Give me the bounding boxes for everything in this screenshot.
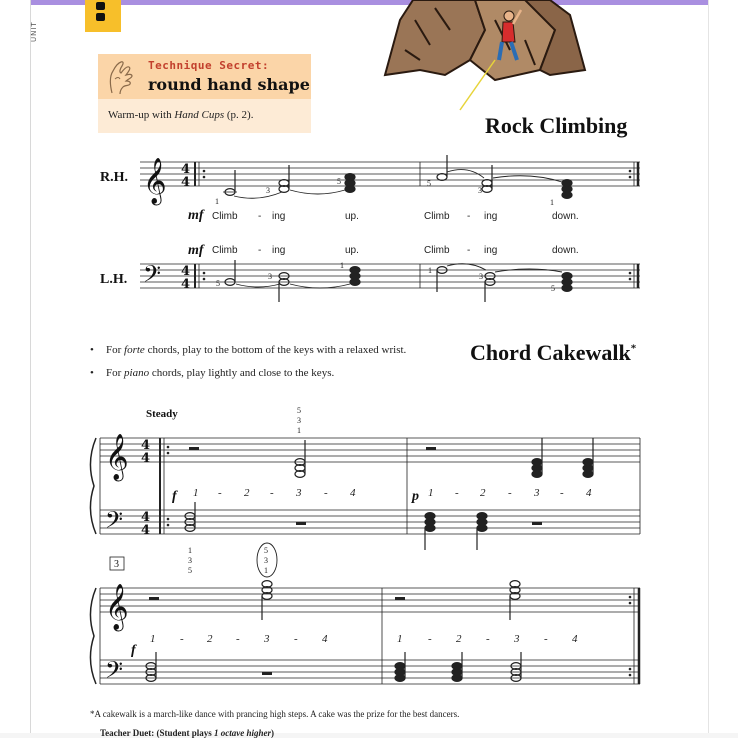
lh-label: L.H.: [100, 272, 128, 287]
lyric: Climb: [212, 245, 238, 256]
finger-number: 5: [188, 566, 192, 575]
treble-clef-icon: 𝄞: [143, 158, 167, 204]
note: [350, 279, 360, 286]
lyric: -: [258, 211, 262, 222]
count: -: [218, 487, 222, 499]
count: 2: [480, 487, 486, 499]
measure-number: 3: [114, 559, 119, 570]
technique-label: Technique Secret:: [148, 59, 270, 72]
finger-number: 3: [264, 556, 268, 565]
finger-number: 5: [297, 406, 301, 415]
count: 1: [397, 633, 403, 645]
time-signature-bottom: 4: [181, 175, 191, 190]
note: [532, 471, 542, 478]
dynamic-forte: f: [131, 643, 136, 658]
lyric: ing: [272, 245, 286, 256]
finger-number: 5: [264, 546, 268, 555]
time-signature-top: 4: [181, 264, 191, 279]
lyric: -: [258, 245, 262, 256]
time-signature-bottom: 4: [141, 523, 151, 538]
half-rest: [296, 522, 306, 525]
dynamic-mf: mf: [188, 243, 204, 258]
lyric: -: [467, 211, 471, 222]
bass-clef-icon: 𝄢: [105, 506, 124, 539]
count: 3: [264, 633, 270, 645]
note: [437, 174, 447, 181]
time-signature-top: 4: [141, 510, 151, 525]
count: -: [428, 633, 432, 645]
finger-number: 3: [266, 186, 270, 195]
count: -: [560, 487, 564, 499]
count: 2: [207, 633, 213, 645]
half-rest: [532, 522, 542, 525]
lyric: -: [467, 245, 471, 256]
bass-clef-icon: 𝄢: [143, 260, 162, 293]
finger-number: 3: [297, 416, 301, 425]
finger-number: 5: [551, 284, 555, 293]
count: -: [270, 487, 274, 499]
finger-number: 5: [337, 177, 341, 186]
count: -: [294, 633, 298, 645]
count: 3: [296, 487, 302, 499]
note: [477, 525, 487, 532]
count: -: [508, 487, 512, 499]
lyric: Climb: [212, 211, 238, 222]
count: 4: [572, 633, 578, 645]
count: 2: [456, 633, 462, 645]
time-signature-top: 4: [181, 162, 191, 177]
count: 4: [586, 487, 592, 499]
count: -: [486, 633, 490, 645]
finger-number: 3: [268, 272, 272, 281]
lyric: ing: [272, 211, 286, 222]
count: 3: [534, 487, 540, 499]
dynamic-piano: p: [412, 489, 419, 504]
count: -: [455, 487, 459, 499]
finger-number: 1: [340, 261, 344, 270]
teacher-duet-line: Teacher Duet: (Student plays 1 octave higher): [100, 728, 275, 738]
time-signature-bottom: 4: [141, 451, 151, 466]
lyric: Climb: [424, 245, 450, 256]
bass-clef-icon: 𝄢: [105, 656, 124, 689]
finger-number: 5: [216, 279, 220, 288]
lyric: ing: [484, 211, 498, 222]
note: [395, 675, 405, 682]
piece-title-rock-climbing: Rock Climbing: [485, 113, 628, 138]
count: -: [180, 633, 184, 645]
tempo-marking: Steady: [146, 408, 178, 420]
lh-notes: [225, 260, 572, 302]
treble-clef-icon: 𝄞: [105, 584, 129, 630]
half-rest: [262, 672, 272, 675]
finger-number: 3: [478, 186, 482, 195]
count: -: [544, 633, 548, 645]
finger-number: 3: [188, 556, 192, 565]
lyric: ing: [484, 245, 498, 256]
count: 1: [150, 633, 156, 645]
finger-number: 1: [215, 197, 219, 206]
warmup-text: Warm-up with Hand Cups (p. 2).: [108, 109, 254, 121]
instruction-item: • For piano chords, play lightly and close to the keys.: [90, 366, 420, 381]
finger-number: 1: [188, 546, 192, 555]
brace: [90, 588, 96, 684]
count: 4: [350, 487, 356, 499]
treble-clef-icon: 𝄞: [105, 434, 129, 480]
half-rest: [426, 447, 436, 450]
brace: [90, 438, 96, 534]
count: 1: [193, 487, 199, 499]
finger-number: 1: [550, 198, 554, 207]
lyric: down.: [552, 245, 579, 256]
technique-title: round hand shape: [148, 75, 310, 94]
finger-number: 1: [428, 266, 432, 275]
note: [583, 471, 593, 478]
lyric: up.: [345, 211, 359, 222]
finger-number: 1: [297, 426, 301, 435]
count: -: [324, 487, 328, 499]
half-rest: [395, 597, 405, 600]
time-signature-bottom: 4: [181, 277, 191, 292]
rh-notes: [223, 155, 572, 198]
note: [562, 285, 572, 292]
lyric: Climb: [424, 211, 450, 222]
count: 4: [322, 633, 328, 645]
note: [345, 186, 355, 193]
count: 2: [244, 487, 250, 499]
lyric: down.: [552, 211, 579, 222]
half-rest: [149, 597, 159, 600]
unit-label: UNIT: [30, 21, 38, 42]
finger-number: 1: [264, 566, 268, 575]
count: -: [236, 633, 240, 645]
dynamic-mf: mf: [188, 208, 204, 223]
half-rest: [189, 447, 199, 450]
dynamic-forte: f: [172, 489, 177, 504]
count: 1: [428, 487, 434, 499]
lyric: up.: [345, 245, 359, 256]
finger-number: 3: [479, 272, 483, 281]
instruction-item: • For forte chords, play to the bottom of the keys with a relaxed wrist.: [90, 343, 420, 358]
piece-title-chord-cakewalk: Chord Cakewalk*: [470, 340, 637, 365]
note: [425, 525, 435, 532]
finger-number: 5: [427, 179, 431, 188]
count: 3: [514, 633, 520, 645]
time-signature-top: 4: [141, 438, 151, 453]
cakewalk-grand-staff-1: [100, 438, 640, 534]
rh-label: R.H.: [100, 170, 128, 185]
footnote: *A cakewalk is a march-like dance with prancing high steps. A cake was the prize for the best dancers.: [90, 709, 460, 719]
note: [452, 675, 462, 682]
note: [562, 192, 572, 199]
